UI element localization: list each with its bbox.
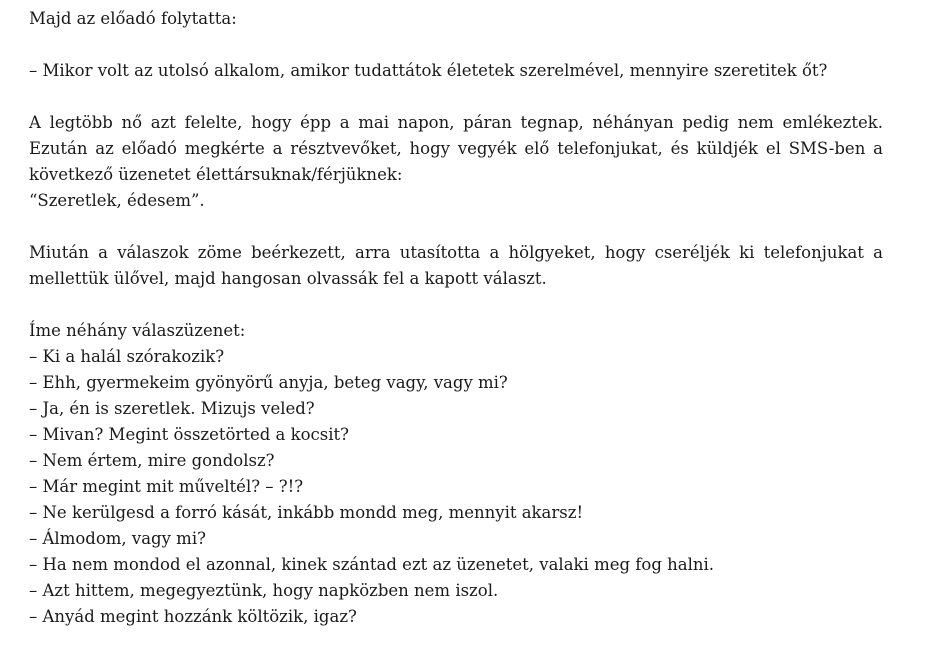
replies-heading: Íme néhány válaszüzenet: (29, 321, 246, 340)
spacer (29, 214, 883, 240)
reply-item: – Anyád megint hozzánk költözik, igaz? (29, 607, 357, 626)
reply-item: – Nem értem, mire gondolsz? (29, 451, 275, 470)
reply-item: – Ne kerülgesd a forró kását, inkább mondd meg, mennyit akarsz! (29, 503, 584, 522)
reply-item: – Azt hittem, megegyeztünk, hogy napközben nem iszol. (29, 581, 499, 600)
reply-item: – Mivan? Megint összetörted a kocsit? (29, 425, 350, 444)
spacer (29, 292, 883, 318)
reply-item: – Álmodom, vagy mi? (29, 529, 206, 548)
reply-item: – Már megint mit műveltél? – ?!? (29, 477, 304, 496)
sms-text: “Szeretlek, édesem”. (29, 191, 205, 210)
article-body (29, 0, 883, 630)
spacer (29, 32, 883, 58)
reply-item: – Ehh, gyermekeim gyönyörű anyja, beteg vagy, vagy mi? (29, 373, 508, 392)
reply-item: – Ki a halál szórakozik? (29, 347, 225, 366)
reply-item: – Ja, én is szeretlek. Mizujs veled? (29, 399, 315, 418)
spacer (29, 84, 883, 110)
replies-list (29, 344, 883, 630)
paragraph-swap-phones: Miután a válaszok zöme beérkezett, arra utasította a hölgyeket, hogy cseréljék ki telefonjukat a mellettük ülővel, majd hangosan olvassák fel a kapott választ. (29, 243, 883, 288)
intro-line: Majd az előadó folytatta: (29, 9, 237, 28)
paragraph-responses: A legtöbb nő azt felelte, hogy épp a mai napon, páran tegnap, néhányan pedig nem emlékeztek. Ezután az előadó megkérte a résztvevőket, hogy vegyék elő telefonjukat, és küldjék el SMS-ben a következő üzenetet élettársuknak/férjüknek: (29, 113, 883, 184)
reply-item: – Ha nem mondod el azonnal, kinek szántad ezt az üzenetet, valaki meg fog halni. (29, 555, 715, 574)
question-line: – Mikor volt az utolsó alkalom, amikor tudattátok életetek szerelmével, mennyire szeretitek őt? (29, 61, 828, 80)
